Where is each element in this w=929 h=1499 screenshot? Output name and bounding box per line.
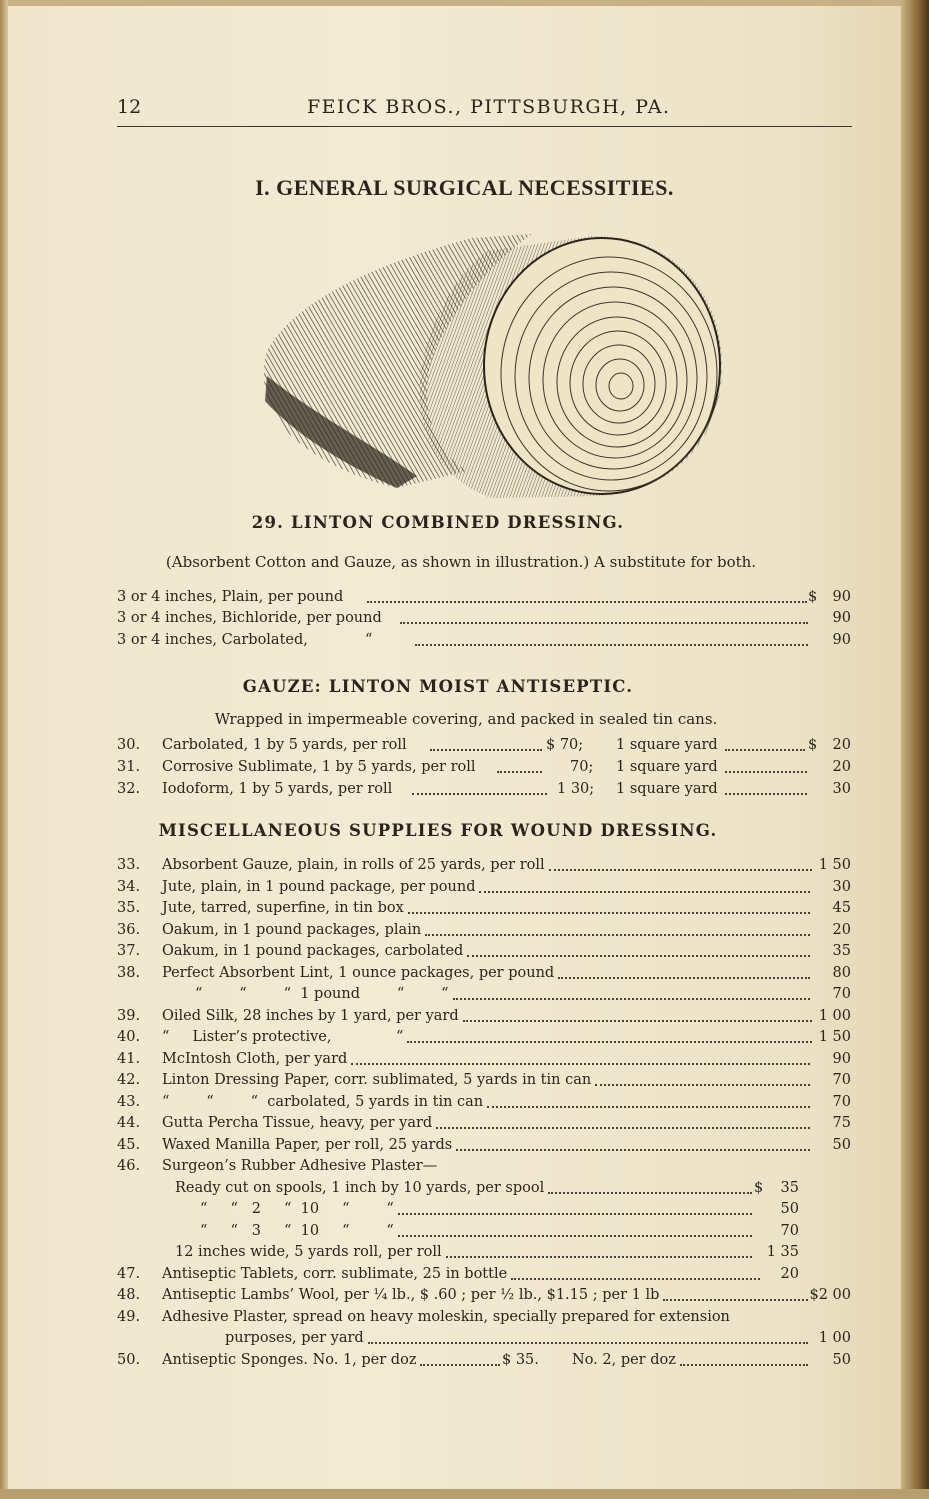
misc-row (0, 1115, 929, 1137)
dot-leader (595, 1072, 810, 1086)
misc-row (0, 879, 929, 901)
row-price: 90 (832, 632, 851, 648)
row-price: 20 (832, 737, 851, 753)
square-yard-label: 1 square yard (616, 759, 718, 775)
gauze-note: Wrapped in impermeable covering, and packed in sealed tin cans. (214, 710, 718, 728)
dot-leader (479, 879, 810, 893)
item-number: 38. (117, 965, 141, 981)
dot-leader (400, 610, 808, 624)
page-number: 12 (117, 96, 142, 118)
dot-leader (548, 1180, 752, 1194)
row-text: Oiled Silk, 28 inches by 1 yard, per yard (162, 1008, 459, 1024)
misc-row (0, 943, 929, 965)
gauze-row-31 (0, 759, 929, 781)
item-number: 46. (117, 1158, 141, 1174)
row-text: Oakum, in 1 pound packages, plain (162, 922, 422, 938)
item-number: 42. (117, 1072, 141, 1088)
item-number: 39. (117, 1008, 141, 1024)
dot-leader (680, 1352, 808, 1366)
row-text: Corrosive Sublimate, 1 by 5 yards, per roll (162, 759, 476, 775)
roll-price: 1 30; (557, 781, 595, 797)
item-number: 47. (117, 1266, 141, 1282)
misc-row (0, 1029, 929, 1051)
dot-leader (412, 781, 547, 795)
misc-row (0, 1352, 929, 1374)
dot-leader (463, 1008, 812, 1022)
row-price: 35 (832, 943, 851, 959)
misc-row (0, 1309, 929, 1331)
misc-row (0, 1223, 929, 1245)
dot-leader (453, 986, 810, 1000)
row-price: 30 (832, 781, 851, 797)
item-number: 35. (117, 900, 141, 916)
dollar-sign: $ (808, 737, 818, 753)
row-price: 90 (832, 589, 851, 605)
row-price: 1 35 (766, 1244, 799, 1260)
row-text: Oakum, in 1 pound packages, carbolated (162, 943, 464, 959)
section-title: I. GENERAL SURGICAL NECESSITIES. (255, 175, 674, 200)
row-text: “ Lister’s protective, “ (162, 1029, 404, 1045)
ditto-mark: “ (365, 632, 373, 648)
dot-leader (725, 781, 807, 795)
row-price: 75 (832, 1115, 851, 1131)
misc-row (0, 1287, 929, 1309)
page-header (117, 96, 852, 126)
item-29-row-plain (0, 589, 929, 611)
item-number: 41. (117, 1051, 141, 1067)
row-price: 45 (832, 900, 851, 916)
dot-leader (436, 1115, 810, 1129)
row-price: 70 (832, 1072, 851, 1088)
row-price: 50 (832, 1352, 851, 1368)
row-price: 1 00 (818, 1330, 851, 1346)
row-price: 20 (780, 1266, 799, 1282)
misc-row (0, 922, 929, 944)
dot-leader (558, 965, 810, 979)
row-price: $2 00 (809, 1287, 851, 1303)
misc-row (0, 857, 929, 879)
misc-row (0, 1266, 929, 1288)
dot-leader (425, 922, 810, 936)
row-text: “ “ “ 1 pound “ “ (195, 986, 449, 1002)
running-head: FEICK BROS., PITTSBURGH, PA. (307, 96, 671, 118)
dot-leader (487, 1094, 810, 1108)
row-text: Jute, plain, in 1 pound package, per pound (162, 879, 476, 895)
row-price: 1 00 (818, 1008, 851, 1024)
row-price: 70 (832, 986, 851, 1002)
item-number: 44. (117, 1115, 141, 1131)
row-price: 20 (832, 922, 851, 938)
dollar-sign: $ (754, 1180, 764, 1196)
row-price: 30 (832, 879, 851, 895)
dot-leader (415, 632, 808, 646)
dot-leader (368, 1330, 808, 1344)
page-edge-top (0, 0, 929, 6)
roll-price: $ 70; (546, 737, 584, 753)
row-text: 12 inches wide, 5 yards roll, per roll (175, 1244, 442, 1260)
row-text: Ready cut on spools, 1 inch by 10 yards, per spool (175, 1180, 545, 1196)
misc-row (0, 1201, 929, 1223)
row-text: Carbolated, 1 by 5 yards, per roll (162, 737, 407, 753)
inline-price: $ 35. (502, 1352, 539, 1368)
row-text: Gutta Percha Tissue, heavy, per yard (162, 1115, 433, 1131)
dot-leader (398, 1223, 752, 1237)
dot-leader (367, 589, 807, 603)
dot-leader (456, 1137, 810, 1151)
misc-row (0, 986, 929, 1008)
misc-row (0, 1072, 929, 1094)
row-text: purposes, per yard (225, 1330, 364, 1346)
item-number: 33. (117, 857, 141, 873)
misc-row (0, 965, 929, 987)
row-text: Absorbent Gauze, plain, in rolls of 25 yards, per roll (162, 857, 545, 873)
item-29-row-carbolated (0, 632, 929, 654)
misc-row (0, 900, 929, 922)
row-text: “ “ 3 “ 10 “ “ (200, 1223, 394, 1239)
gauze-row-32 (0, 781, 929, 803)
misc-row (0, 1244, 929, 1266)
row-text: Iodoform, 1 by 5 yards, per roll (162, 781, 393, 797)
item-number: 32. (117, 781, 141, 797)
misc-row (0, 1094, 929, 1116)
dot-leader (549, 857, 812, 871)
item-number: 31. (117, 759, 141, 775)
dot-leader (725, 737, 805, 751)
misc-heading: MISCELLANEOUS SUPPLIES FOR WOUND DRESSING. (158, 821, 718, 840)
misc-row (0, 1051, 929, 1073)
item-number: 43. (117, 1094, 141, 1110)
dot-leader (511, 1266, 760, 1280)
row-price: 50 (780, 1201, 799, 1217)
row-text: Waxed Manilla Paper, per roll, 25 yards (162, 1137, 453, 1153)
misc-row (0, 1180, 929, 1202)
item-number: 50. (117, 1352, 141, 1368)
item-29-heading: 29. LINTON COMBINED DRESSING. (251, 513, 625, 532)
row-price: 80 (832, 965, 851, 981)
dot-leader (725, 759, 807, 773)
item-number: 48. (117, 1287, 141, 1303)
row-text: Antiseptic Tablets, corr. sublimate, 25 in bottle (162, 1266, 508, 1282)
row-text: “ “ “ carbolated, 5 yards in tin can (162, 1094, 484, 1110)
item-number: 45. (117, 1137, 141, 1153)
row-text: 3 or 4 inches, Bichloride, per pound (117, 610, 382, 626)
row-price: 70 (780, 1223, 799, 1239)
row-price: 1 50 (818, 1029, 851, 1045)
dot-leader (407, 1029, 812, 1043)
row-text: Antiseptic Sponges. No. 1, per doz (162, 1352, 417, 1368)
item-number: 37. (117, 943, 141, 959)
header-rule (117, 126, 852, 127)
row-text: Linton Dressing Paper, corr. sublimated, 5 yards in tin can (162, 1072, 592, 1088)
dot-leader (408, 900, 810, 914)
row-text: 3 or 4 inches, Plain, per pound (117, 589, 344, 605)
row-price: 20 (832, 759, 851, 775)
row-text: McIntosh Cloth, per yard (162, 1051, 348, 1067)
row-text: “ “ 2 “ 10 “ “ (200, 1201, 394, 1217)
square-yard-label: 1 square yard (616, 781, 718, 797)
gauze-heading: GAUZE: LINTON MOIST ANTISEPTIC. (242, 677, 634, 696)
dot-leader (430, 737, 542, 751)
dollar-sign: $ (808, 589, 818, 605)
item-29-row-bichloride (0, 610, 929, 632)
row-text: 3 or 4 inches, Carbolated, (117, 632, 308, 648)
item-number: 30. (117, 737, 141, 753)
item-29-note: (Absorbent Cotton and Gauze, as shown in illustration.) A substitute for both. (165, 553, 757, 571)
row-text: Adhesive Plaster, spread on heavy moleskin, specially prepared for extension (162, 1309, 730, 1325)
row-text: Perfect Absorbent Lint, 1 ounce packages, per pound (162, 965, 555, 981)
gauze-row-30 (0, 737, 929, 759)
row-text: Jute, tarred, superfine, in tin box (162, 900, 404, 916)
misc-row (0, 1137, 929, 1159)
row-text: Surgeon’s Rubber Adhesive Plaster— (162, 1158, 438, 1174)
row-text-2: No. 2, per doz (572, 1352, 676, 1368)
square-yard-label: 1 square yard (616, 737, 718, 753)
misc-row (0, 1330, 929, 1352)
dot-leader (446, 1244, 752, 1258)
dot-leader (398, 1201, 752, 1215)
item-number: 36. (117, 922, 141, 938)
item-number: 34. (117, 879, 141, 895)
item-number: 49. (117, 1309, 141, 1325)
row-price: 1 50 (818, 857, 851, 873)
item-number: 40. (117, 1029, 141, 1045)
row-price: 90 (832, 1051, 851, 1067)
dressing-roll-illustration (257, 226, 727, 501)
dot-leader (467, 943, 810, 957)
page-edge-bottom (0, 1489, 929, 1499)
roll-price: 70; (570, 759, 594, 775)
row-price: 35 (780, 1180, 799, 1196)
row-text: Antiseptic Lambs’ Wool, per ¼ lb., $ .60 ; per ½ lb., $1.15 ; per 1 lb (162, 1287, 660, 1303)
dot-leader (420, 1352, 500, 1366)
misc-row (0, 1008, 929, 1030)
row-price: 90 (832, 610, 851, 626)
row-price: 70 (832, 1094, 851, 1110)
misc-row (0, 1158, 929, 1180)
dot-leader (351, 1051, 810, 1065)
dot-leader (663, 1287, 808, 1301)
dot-leader (497, 759, 542, 773)
row-price: 50 (832, 1137, 851, 1153)
